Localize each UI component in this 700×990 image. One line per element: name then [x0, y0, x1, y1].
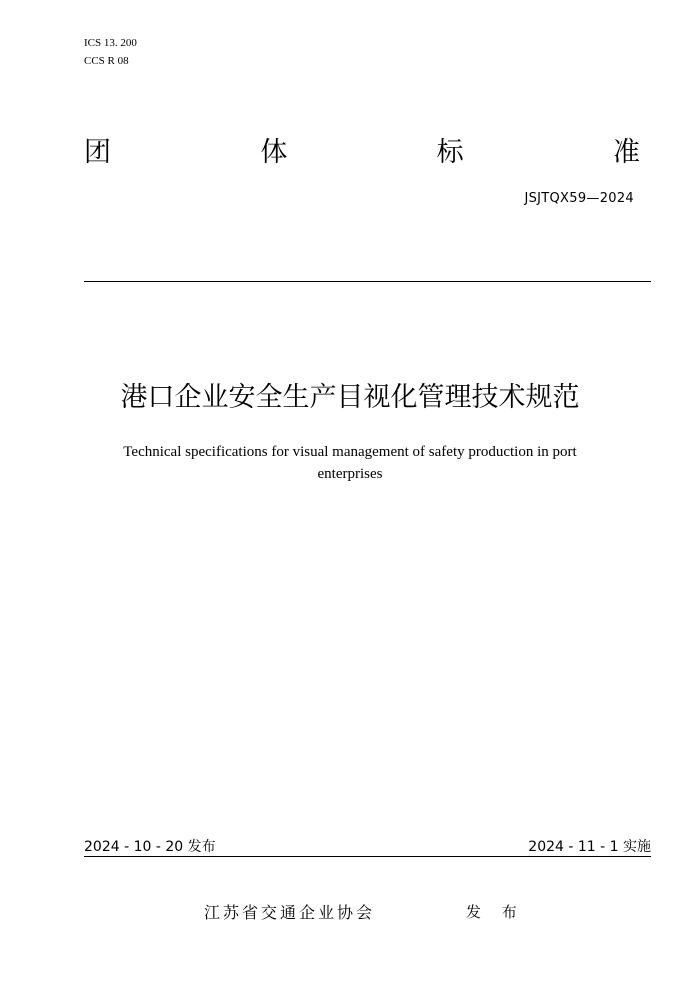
- document-title-chinese: 港口企业安全生产目视化管理技术规范: [120, 382, 580, 413]
- standard-type-char: 标: [436, 137, 464, 168]
- publish-label: 发 布: [466, 903, 525, 921]
- implementation-date: 2024 - 11 - 1 实施: [528, 839, 651, 855]
- standard-type-char: 团: [84, 137, 111, 168]
- standard-type-char: 体: [260, 137, 288, 168]
- ccs-code: CCS R 08: [84, 55, 129, 67]
- standard-type-heading: [84, 136, 640, 170]
- standard-type-char: 准: [612, 137, 640, 168]
- bottom-divider: [84, 856, 651, 857]
- top-divider: [84, 281, 651, 282]
- standard-number: JSJTQX59—2024: [524, 191, 634, 206]
- issue-date: 2024 - 10 - 20 发布: [84, 839, 216, 855]
- ics-code: ICS 13. 200: [84, 37, 137, 49]
- document-title-english: Technical specifications for visual management of safety production in port enterprises: [123, 444, 577, 482]
- publisher-name: 江苏省交通企业协会: [204, 903, 376, 922]
